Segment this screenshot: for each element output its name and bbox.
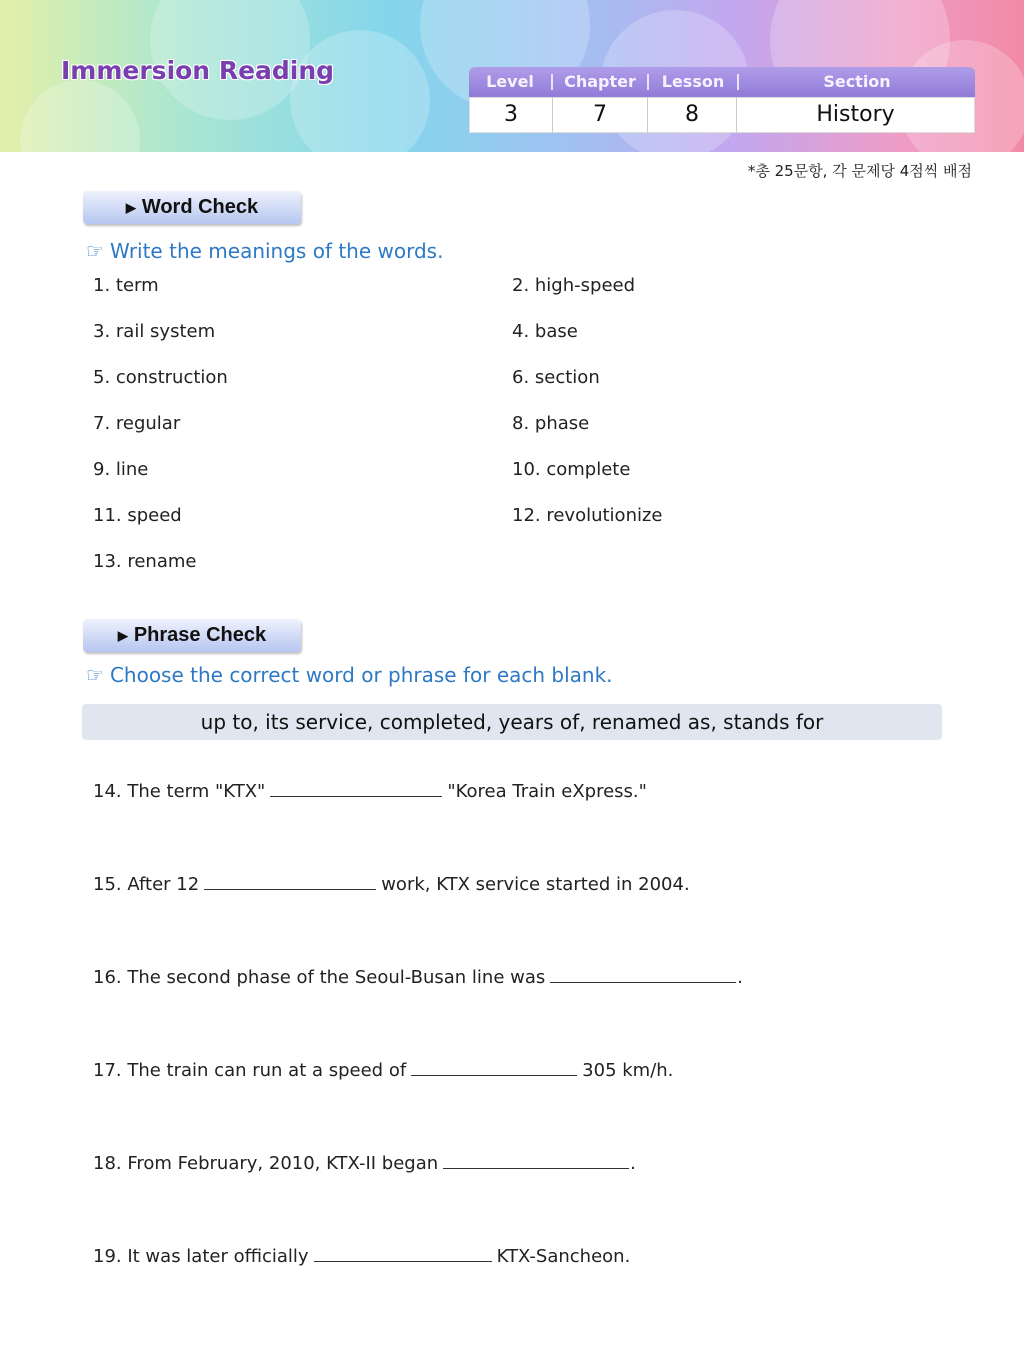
word-item: 4. base	[512, 321, 578, 342]
info-value-row	[469, 97, 975, 133]
question-text: .	[737, 967, 743, 988]
word-item: 11. speed	[93, 505, 182, 526]
phrase-check-instruction-text: Choose the correct word or phrase for each blank.	[109, 663, 613, 687]
info-header-row	[469, 67, 975, 97]
word-bank-text: up to, its service, completed, years of, renamed as, stands for	[200, 710, 824, 734]
word-item: 2. high-speed	[512, 275, 636, 296]
pointing-hand-icon: ☞	[86, 239, 104, 263]
question-text: 15. After 12	[93, 874, 200, 895]
question-row	[93, 780, 647, 802]
word-item: 9. line	[93, 459, 149, 480]
word-item: 8. phase	[512, 413, 590, 434]
question-text: 19. It was later officially	[93, 1246, 309, 1267]
lesson-value: 8	[648, 97, 737, 133]
level-header: Level	[469, 74, 553, 90]
answer-blank[interactable]	[270, 780, 442, 797]
play-triangle-icon: ▶	[117, 627, 128, 643]
pointing-hand-icon: ☞	[86, 663, 104, 687]
word-item: 13. rename	[93, 551, 197, 572]
answer-blank[interactable]	[204, 873, 376, 890]
word-check-instruction-text: Write the meanings of the words.	[109, 239, 444, 263]
section-header: Section	[823, 72, 891, 91]
question-text: 16. The second phase of the Seoul-Busan line was	[93, 967, 546, 988]
score-note: *총 25문항, 각 문제당 4점씩 배점	[747, 162, 972, 180]
question-text: work, KTX service started in 2004.	[381, 874, 690, 895]
play-triangle-icon: ▶	[125, 199, 136, 215]
chapter-value: 7	[553, 97, 648, 133]
answer-blank[interactable]	[443, 1152, 629, 1169]
word-check-heading	[83, 191, 301, 224]
question-text: 14. The term "KTX"	[93, 781, 266, 802]
question-text: 18. From February, 2010, KTX-II began	[93, 1153, 439, 1174]
word-item: 10. complete	[512, 459, 631, 480]
word-item: 12. revolutionize	[512, 505, 663, 526]
word-item: 3. rail system	[93, 321, 216, 342]
phrase-check-title: Phrase Check	[133, 624, 267, 646]
question-text: .	[630, 1153, 636, 1174]
question-row	[93, 1059, 673, 1081]
question-row	[93, 873, 690, 895]
phrase-check-instruction	[86, 663, 613, 687]
word-bank	[82, 704, 942, 740]
brand-logo: Immersion Reading	[61, 56, 335, 85]
level-value: 3	[470, 97, 553, 133]
question-row	[93, 1152, 636, 1174]
phrase-check-heading	[83, 619, 301, 652]
word-check-title: Word Check	[141, 196, 259, 218]
header-banner	[0, 0, 1024, 152]
lesson-info-table	[469, 67, 975, 133]
question-text: "Korea Train eXpress."	[447, 781, 647, 802]
answer-blank[interactable]	[550, 966, 736, 983]
word-item: 7. regular	[93, 413, 181, 434]
answer-blank[interactable]	[314, 1245, 492, 1262]
answer-blank[interactable]	[411, 1059, 577, 1076]
question-row	[93, 966, 743, 988]
question-text: 17. The train can run at a speed of	[93, 1060, 407, 1081]
section-value: History	[816, 102, 895, 127]
question-text: 305 km/h.	[582, 1060, 674, 1081]
question-row	[93, 1245, 630, 1267]
lesson-header: Lesson	[649, 74, 739, 90]
word-item: 1. term	[93, 275, 159, 296]
word-check-instruction	[86, 239, 443, 263]
word-item: 6. section	[512, 367, 600, 388]
word-item: 5. construction	[93, 367, 228, 388]
chapter-header: Chapter	[553, 74, 649, 90]
question-text: KTX-Sancheon.	[496, 1246, 631, 1267]
